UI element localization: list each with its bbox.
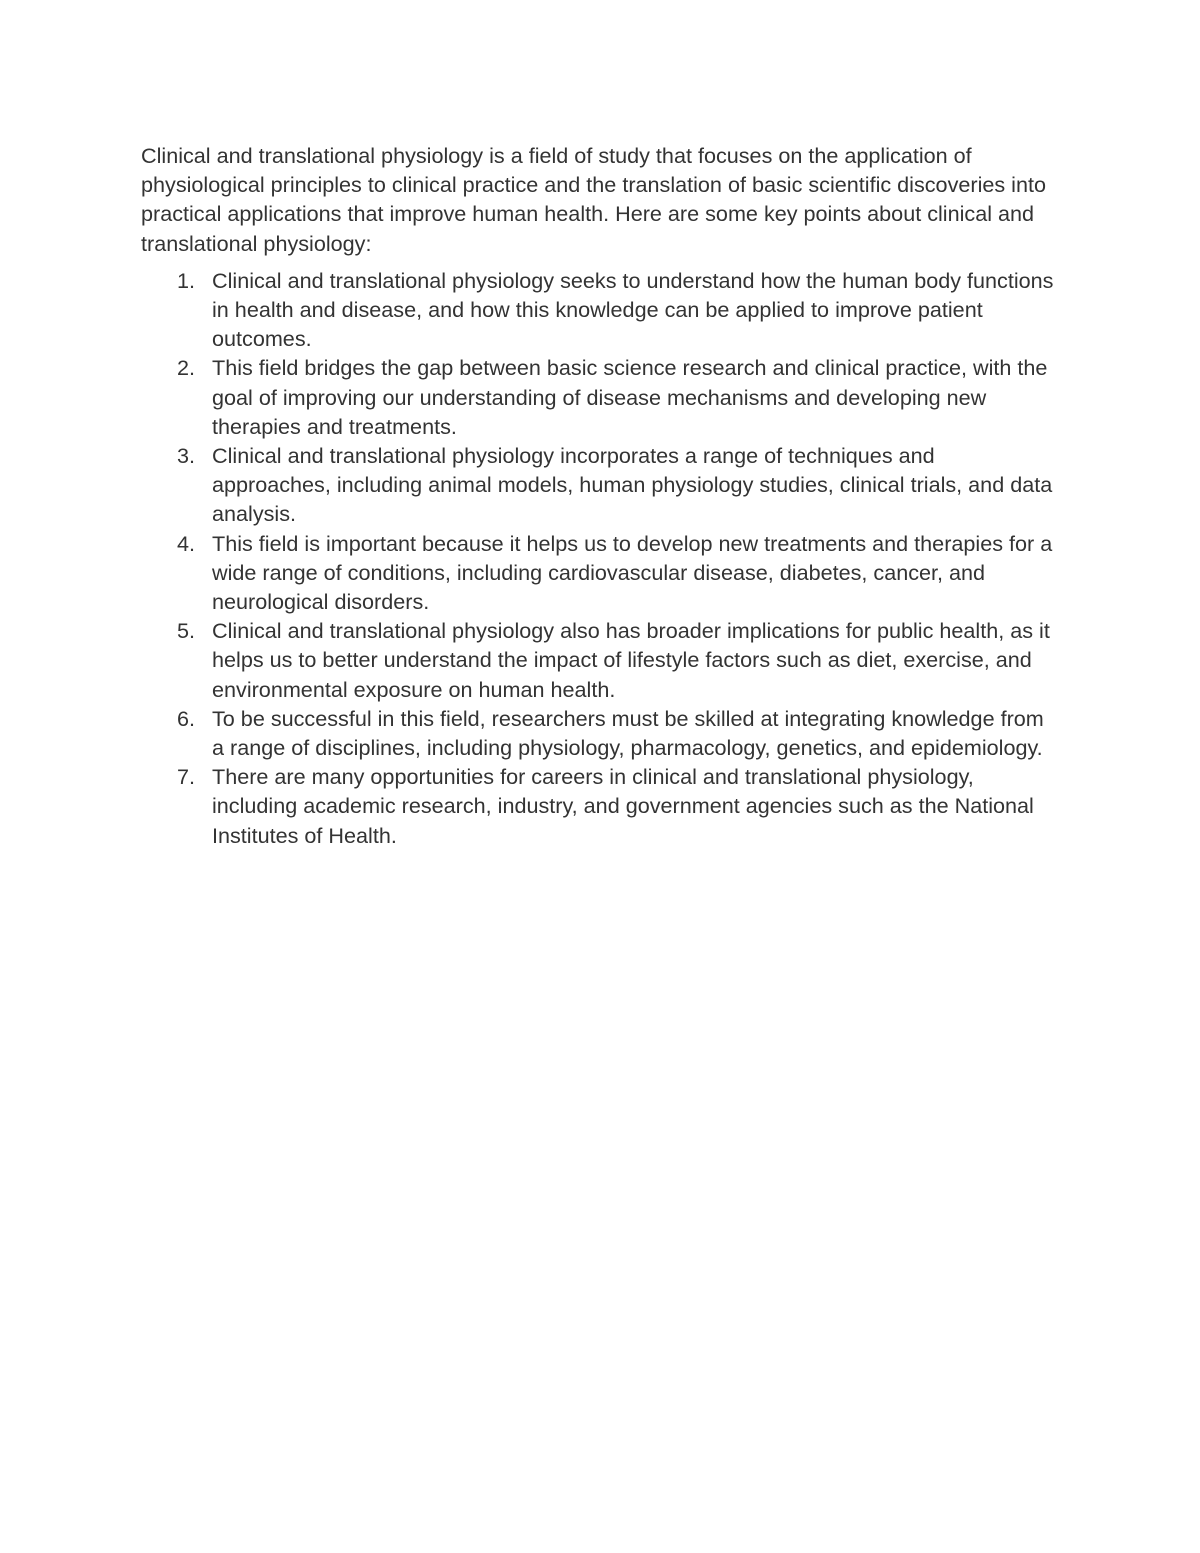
list-item bbox=[141, 616, 1056, 704]
list-item bbox=[141, 353, 1056, 441]
list-number: 5. bbox=[177, 618, 196, 644]
document-body bbox=[141, 141, 1056, 850]
list-item bbox=[141, 529, 1056, 617]
list-number: 4. bbox=[177, 530, 196, 556]
list-number: 6. bbox=[177, 705, 196, 731]
list-text: To be successful in this field, researchers must be skilled at integrating knowledge from a range of disciplines, including physiology, pharmacology, genetics, and epidemiology. bbox=[212, 705, 1044, 761]
list-number: 2. bbox=[177, 355, 196, 381]
list-number: 7. bbox=[177, 764, 196, 790]
list-text: This field is important because it helps us to develop new treatments and therapies for a wide range of conditions, including cardiovascular disease, diabetes, cancer, and neurological disorders. bbox=[212, 530, 1053, 615]
list-text: Clinical and translational physiology seeks to understand how the human body functions in health and disease, and how this knowledge can be applied to improve patient outcomes. bbox=[212, 267, 1054, 352]
list-text: There are many opportunities for careers in clinical and translational physiology, including academic research, industry, and government agencies such as the National Institutes of Health. bbox=[212, 764, 1034, 848]
list-item bbox=[141, 266, 1056, 354]
list-number: 3. bbox=[177, 443, 196, 469]
list-item bbox=[141, 762, 1056, 850]
list-number: 1. bbox=[177, 267, 196, 293]
key-points-list bbox=[141, 266, 1056, 850]
list-item bbox=[141, 441, 1056, 529]
intro-paragraph: Clinical and translational physiology is a field of study that focuses on the application of physiological principles to clinical practice and the translation of basic scientific discoveries into practical applications that improve human health. Here are some key points about clinical and translational physiology: bbox=[141, 143, 1046, 256]
list-text: This field bridges the gap between basic science research and clinical practice, with the goal of improving our understanding of disease mechanisms and developing new therapies and treatments. bbox=[212, 355, 1048, 439]
list-text: Clinical and translational physiology also has broader implications for public health, as it helps us to better understand the impact of lifestyle factors such as diet, exercise, and environmental exposure on human health. bbox=[212, 618, 1050, 702]
list-item bbox=[141, 704, 1056, 762]
list-text: Clinical and translational physiology incorporates a range of techniques and approaches, including animal models, human physiology studies, clinical trials, and data analysis. bbox=[212, 443, 1053, 527]
